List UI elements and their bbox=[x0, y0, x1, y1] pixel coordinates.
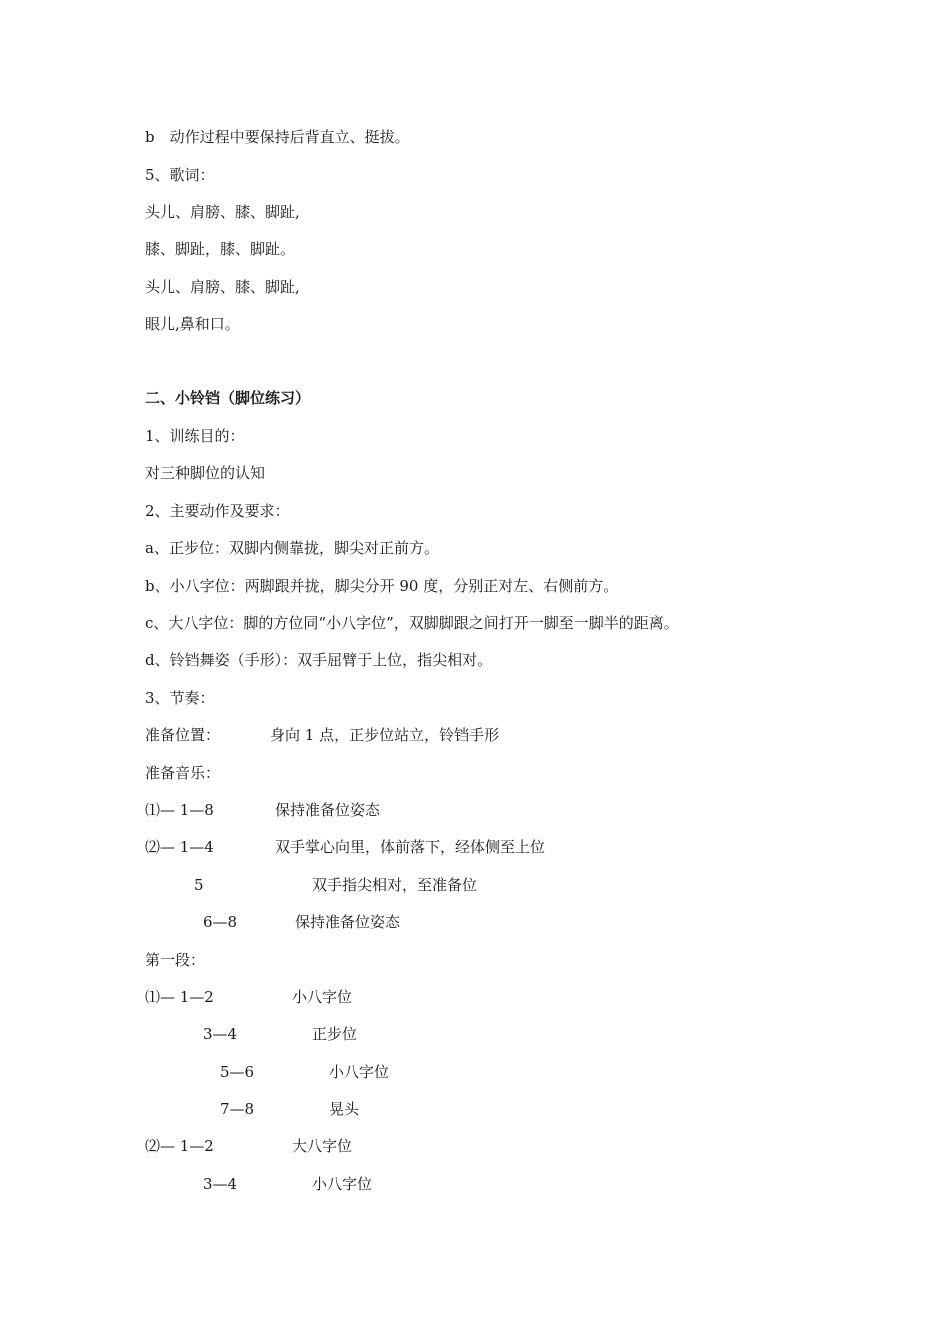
count-label: ⑴— 1—2 bbox=[145, 988, 214, 1006]
count-description: 保持准备位姿态 bbox=[275, 801, 381, 819]
text-line: 3、节奏： bbox=[145, 689, 215, 707]
lyrics-line: 膝、脚趾，膝、脚趾。 bbox=[145, 240, 296, 258]
text-line: 对三种脚位的认知 bbox=[145, 464, 266, 482]
count-label: 3—4 bbox=[203, 1025, 238, 1043]
count-label: 6—8 bbox=[203, 913, 238, 931]
lyrics-line: 头儿、肩膀、膝、脚趾, bbox=[145, 278, 300, 296]
count-label: 3—4 bbox=[203, 1175, 238, 1193]
section-label: 第一段： bbox=[145, 951, 206, 969]
lyrics-line: 眼儿,鼻和口。 bbox=[145, 315, 240, 333]
count-description: 正步位 bbox=[312, 1025, 358, 1043]
count-description: 小八字位 bbox=[329, 1063, 390, 1081]
count-description: 小八字位 bbox=[292, 988, 353, 1006]
count-description: 小八字位 bbox=[312, 1175, 373, 1193]
count-label: ⑵— 1—2 bbox=[145, 1137, 214, 1155]
count-description: 双手掌心向里，体前落下，经体侧至上位 bbox=[275, 838, 546, 856]
text-line: c、大八字位：脚的方位同“小八字位”，双脚脚跟之间打开一脚至一脚半的距离。 bbox=[145, 614, 679, 632]
section-heading: 二、小铃铛（脚位练习） bbox=[145, 389, 311, 407]
count-label: 5 bbox=[194, 876, 204, 894]
text-line: b、小八字位：两脚跟并拢，脚尖分开 90 度，分别正对左、右侧前方。 bbox=[145, 577, 619, 595]
count-description: 晃头 bbox=[329, 1100, 360, 1118]
count-label: ⑵— 1—4 bbox=[145, 838, 214, 856]
count-description: 双手指尖相对，至准备位 bbox=[312, 876, 478, 894]
text-line: 1、训练目的： bbox=[145, 427, 245, 445]
rhythm-label: 准备位置： bbox=[145, 726, 221, 744]
count-label: 5—6 bbox=[220, 1063, 255, 1081]
rhythm-description: 身向 1 点，正步位站立，铃铛手形 bbox=[270, 726, 500, 744]
text-line: a、正步位：双脚内侧靠拢，脚尖对正前方。 bbox=[145, 539, 439, 557]
count-description: 保持准备位姿态 bbox=[295, 913, 401, 931]
count-label: 7—8 bbox=[220, 1100, 255, 1118]
text-line: b 动作过程中要保持后背直立、挺拔。 bbox=[145, 128, 410, 146]
text-line: d、铃铛舞姿（手形）：双手屈臂于上位，指尖相对。 bbox=[145, 651, 493, 669]
lyrics-line: 头儿、肩膀、膝、脚趾, bbox=[145, 203, 300, 221]
count-label: ⑴— 1—8 bbox=[145, 801, 214, 819]
count-description: 大八字位 bbox=[292, 1137, 353, 1155]
text-line: 2、主要动作及要求： bbox=[145, 502, 290, 520]
text-line: 准备音乐： bbox=[145, 764, 221, 782]
lyrics-heading: 5、歌词： bbox=[145, 166, 215, 184]
